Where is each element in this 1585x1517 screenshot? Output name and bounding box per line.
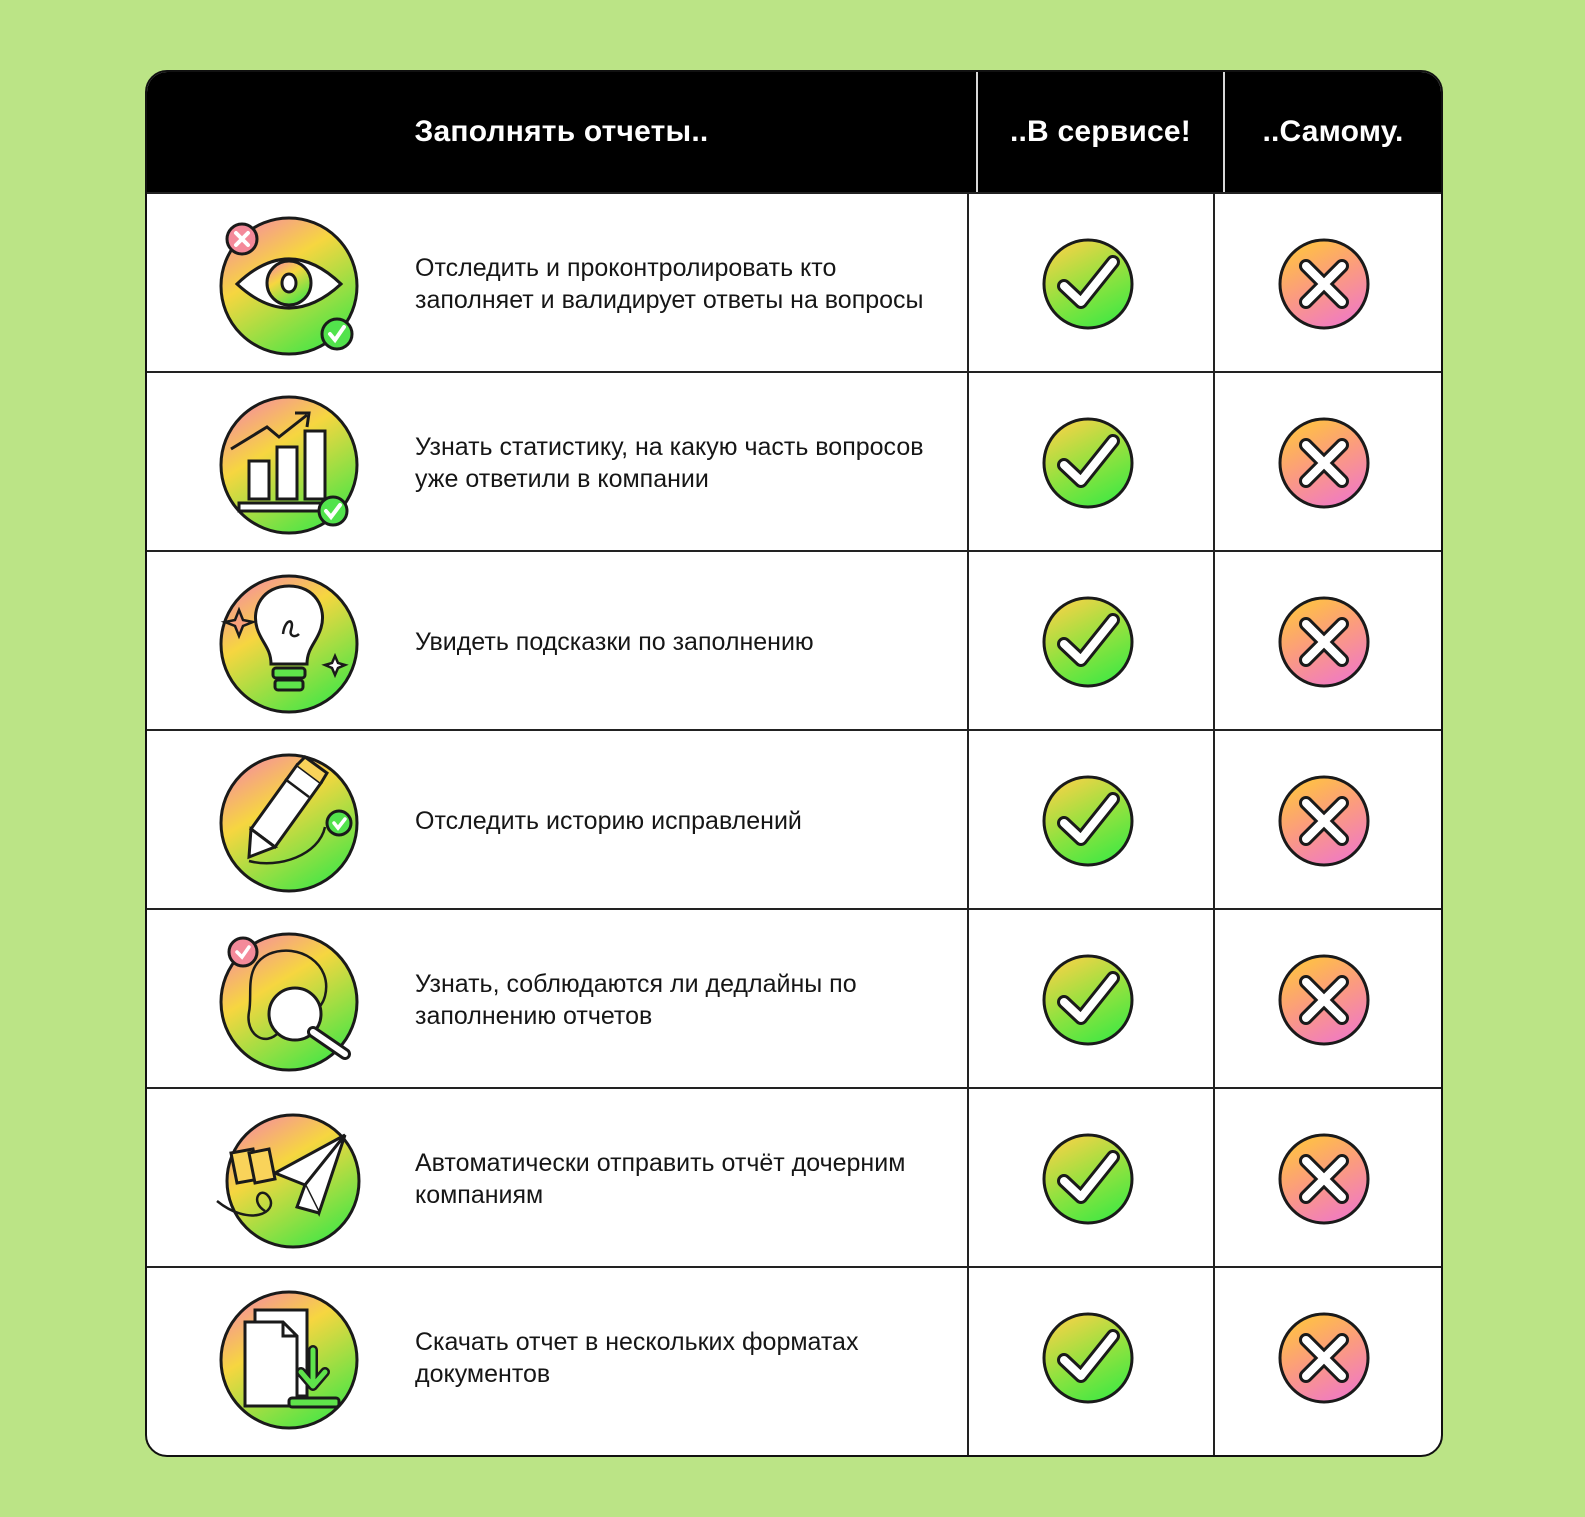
eye-icon <box>209 206 369 362</box>
table-row <box>147 729 1441 910</box>
row-text: Скачать отчет в нескольких форматах документов <box>415 1327 859 1388</box>
check-icon <box>1040 773 1136 869</box>
comparison-table <box>145 70 1443 1457</box>
row-text: Отследить историю исправлений <box>415 806 802 835</box>
paper-plane-icon <box>209 1101 369 1257</box>
table-row <box>147 550 1441 731</box>
cross-icon <box>1276 594 1372 690</box>
check-icon <box>1040 1131 1136 1227</box>
table-header <box>147 72 1441 192</box>
header-feature-column: Заполнять отчеты.. <box>414 115 709 148</box>
table-row <box>147 908 1441 1089</box>
table-row <box>147 192 1441 373</box>
pencil-icon <box>209 743 369 899</box>
row-text: Увидеть подсказки по заполнению <box>415 627 814 656</box>
download-document-icon <box>209 1280 369 1436</box>
magnifier-clock-icon <box>209 922 369 1078</box>
lightbulb-icon <box>209 564 369 720</box>
row-text: Автоматически отправить отчёт дочерним компаниям <box>415 1148 906 1209</box>
header-self-column: ..Самому. <box>1223 72 1441 192</box>
row-text: Отследить и проконтролировать кто заполняет и валидирует ответы на вопросы <box>415 253 924 314</box>
row-text: Узнать, соблюдаются ли дедлайны по заполнению отчетов <box>415 969 857 1030</box>
table-row <box>147 1087 1441 1268</box>
table-row <box>147 371 1441 552</box>
check-icon <box>1040 1310 1136 1406</box>
table-row <box>147 1266 1441 1447</box>
cross-icon <box>1276 236 1372 332</box>
row-text: Узнать статистику, на какую часть вопросов уже ответили в компании <box>415 432 924 493</box>
check-icon <box>1040 415 1136 511</box>
check-icon <box>1040 236 1136 332</box>
cross-icon <box>1276 1131 1372 1227</box>
cross-icon <box>1276 952 1372 1048</box>
bar-chart-icon <box>209 385 369 541</box>
check-icon <box>1040 952 1136 1048</box>
cross-icon <box>1276 773 1372 869</box>
column-divider <box>1213 192 1215 1455</box>
check-icon <box>1040 594 1136 690</box>
cross-icon <box>1276 415 1372 511</box>
column-divider <box>967 192 969 1455</box>
header-service-column: ..В сервисе! <box>976 72 1223 192</box>
cross-icon <box>1276 1310 1372 1406</box>
